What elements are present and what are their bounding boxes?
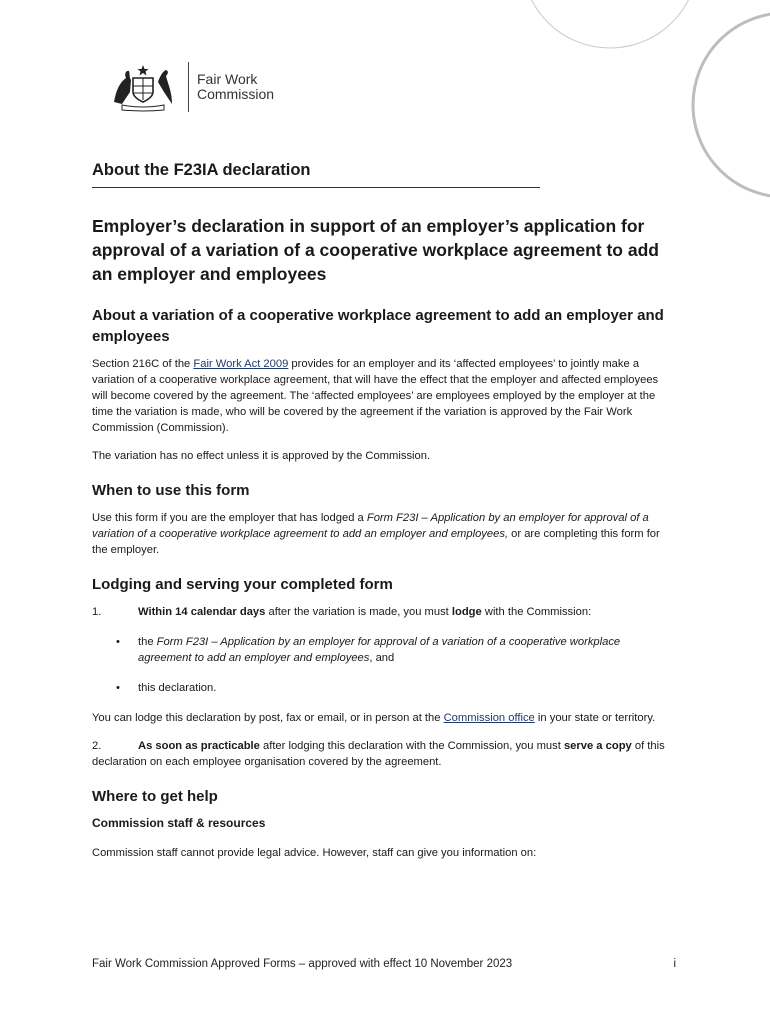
- lodging-step-2: [92, 738, 674, 770]
- page-content: [92, 214, 674, 873]
- logo-line-1: Fair Work: [197, 71, 258, 87]
- text-span: in your state or territory.: [534, 712, 656, 724]
- section-help-heading: Where to get help: [92, 788, 218, 805]
- footer-text: Fair Work Commission Approved Forms – approved with effect 10 November 2023: [92, 958, 513, 970]
- text-span: the: [138, 636, 157, 648]
- commission-office-link[interactable]: Commission office: [443, 712, 535, 724]
- text-span: Section 216C of the: [92, 358, 194, 370]
- text-bold: serve a copy: [563, 740, 632, 752]
- logo-divider: [188, 62, 189, 112]
- text-span: Use this form if you are the employer that has lodged a: [92, 512, 367, 524]
- bullet-icon: •: [116, 636, 120, 648]
- coat-of-arms-icon: [108, 62, 178, 112]
- section-when-heading: When to use this form: [92, 482, 250, 499]
- text-span: You can lodge this declaration by post, fax or email, or in person at the: [92, 712, 444, 724]
- text-bold: As soon as practicable: [138, 740, 260, 752]
- text-span: of this declaration on each employee organisation covered by the agreement.: [92, 740, 665, 768]
- section-when-paragraph: [92, 510, 674, 558]
- list-item: [92, 680, 674, 696]
- variation-effect-paragraph: The variation has no effect unless it is approved by the Commission.: [92, 450, 431, 462]
- form-name-italic: Form F23I – Application by an employer for approval of a variation of a cooperative workplace agreement to add an employer and employees,: [92, 512, 649, 540]
- step-text: [138, 604, 591, 620]
- main-heading: Employer’s declaration in support of an employer’s application for approval of a variation of a cooperative workplace agreement to add an employer and employees: [92, 216, 659, 284]
- section-help-paragraph: Commission staff cannot provide legal advice. However, staff can give you information on:: [92, 847, 537, 859]
- text-span: after the variation is made, you must: [265, 606, 452, 618]
- lodging-step-1: [92, 604, 674, 620]
- text-span: , and: [369, 652, 395, 664]
- section-lodging-heading: Lodging and serving your completed form: [92, 576, 393, 593]
- text-span: after lodging this declaration with the Commission, you must: [259, 740, 564, 752]
- text-bold: lodge: [451, 606, 482, 618]
- text-span: this declaration.: [138, 682, 217, 694]
- list-item: [92, 634, 674, 666]
- bullet-icon: •: [116, 682, 120, 694]
- logo-line-2: Commission: [197, 86, 275, 102]
- page-number: i: [673, 958, 676, 970]
- page-footer: [92, 958, 676, 970]
- about-declaration-title: About the F23IA declaration: [92, 161, 540, 188]
- text-span: provides for an employer and its ‘affected employees’ to jointly make a variation of a cooperative workplace agreement, that will have the effect that the employer and affected employees will become covered by the agreement. The ‘affected employees’ are employees employed by the employer at the time the variation is made, who will be covered by the agreement if the variation is approved by the Fair Work Commission (Commission).: [92, 358, 659, 434]
- text-bold: Within 14 calendar days: [138, 606, 266, 618]
- form-name-italic: Form F23I – Application by an employer for approval of a variation of a cooperative workplace agreement to add an employer and employees: [138, 636, 621, 664]
- fair-work-act-link[interactable]: Fair Work Act 2009: [193, 358, 289, 370]
- logo-wordmark: [197, 72, 274, 102]
- step-number: 2.: [92, 740, 102, 752]
- section-about-paragraph: [92, 356, 674, 436]
- lodge-methods-paragraph: [92, 710, 674, 726]
- fair-work-commission-logo: [108, 62, 274, 112]
- text-span: or are completing this form for the employer.: [92, 528, 660, 556]
- step-number: 1.: [92, 606, 102, 618]
- lodging-bullet-list: [92, 634, 674, 696]
- text-span: with the Commission:: [481, 606, 592, 618]
- staff-resources-subheading: Commission staff & resources: [92, 816, 266, 830]
- section-about-heading: About a variation of a cooperative workplace agreement to add an employer and employees: [92, 307, 664, 345]
